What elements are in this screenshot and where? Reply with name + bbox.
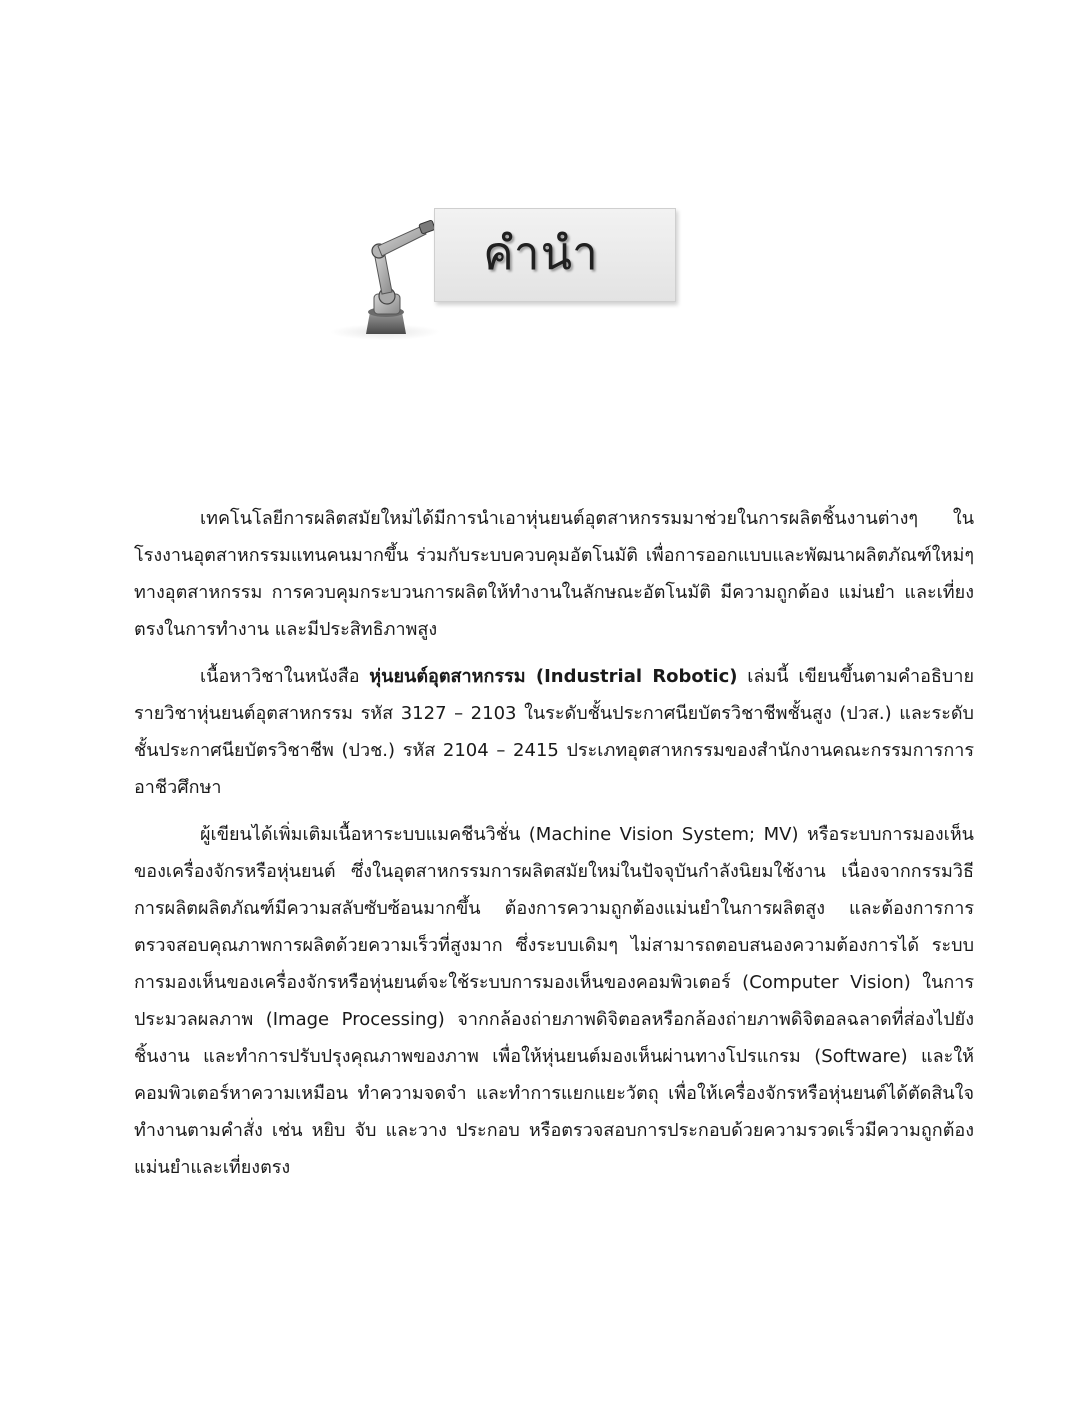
- industrial-robot-arm-icon: [330, 212, 450, 340]
- body-text: [134, 500, 974, 1196]
- header-figure: [330, 208, 676, 340]
- title-box: [434, 208, 676, 302]
- book-title-bold: หุ่นยนต์อุตสาหกรรม (Industrial Robotic): [369, 666, 738, 687]
- paragraph-1: เทคโนโลยีการผลิตสมัยใหม่ได้มีการนำเอาหุ่นยนต์อุตสาหกรรมมาช่วยในการผลิตชิ้นงานต่างๆ ในโรงงานอุตสาหกรรมแทนคนมากขึ้น ร่วมกับระบบควบคุมอัตโนมัติ เพื่อการออกแบบและพัฒนาผลิตภัณฑ์ใหม่ๆ ทางอุตสาหกรรม การควบคุมกระบวนการผลิตให้ทำงานในลักษณะอัตโนมัติ มีความถูกต้อง แม่นยำ และเที่ยงตรงในการทำงาน และมีประสิทธิภาพสูง: [134, 508, 974, 640]
- page-title: คำนำ: [483, 226, 599, 280]
- paragraph-3: ผู้เขียนได้เพิ่มเติมเนื้อหาระบบแมคชีนวิชั่น (Machine Vision System; MV) หรือระบบการมองเห็นของเครื่องจักรหรือหุ่นยนต์ ซึ่งในอุตสาหกรรมการผลิตสมัยใหม่ในปัจจุบันกำลังนิยมใช้งาน เนื่องจากกรรมวิธีการผลิตผลิตภัณฑ์มีความสลับซับซ้อนมากขึ้น ต้องการความถูกต้องแม่นยำในการผลิตสูง และต้องการการตรวจสอบคุณภาพการผลิตด้วยความเร็วที่สูงมาก ซึ่งระบบเดิมๆ ไม่สามารถตอบสนองความต้องการได้ ระบบการมองเห็นของเครื่องจักรหรือหุ่นยนต์จะใช้ระบบการมองเห็นของคอมพิวเตอร์ (Computer Vision) ในการประมวลผลภาพ (Image Processing) จากกล้องถ่ายภาพดิจิตอลหรือกล้องถ่ายภาพดิจิตอลฉลาดที่ส่องไปยังชิ้นงาน และทำการปรับปรุงคุณภาพของภาพ เพื่อให้หุ่นยนต์มองเห็นผ่านทางโปรแกรม (Software) และให้คอมพิวเตอร์หาความเหมือน ทำความจดจำ และทำการแยกแยะวัตถุ เพื่อให้เครื่องจักรหรือหุ่นยนต์ได้ตัดสินใจทำงานตามคำสั่ง เช่น หยิบ จับ และวาง ประกอบ หรือตรวจสอบการประกอบด้วยความรวดเร็วมีความถูกต้องแม่นยำและเที่ยงตรง: [134, 824, 974, 1178]
- paragraph-2-intro: เนื้อหาวิชาในหนังสือ: [200, 666, 370, 687]
- paragraph-2: [134, 658, 974, 806]
- paragraph-2-rest: เล่มนี้ เขียนขึ้นตามคำอธิบายรายวิชาหุ่นยนต์อุตสาหกรรม รหัส 3127 – 2103 ในระดับชั้นประกาศนียบัตรวิชาชีพชั้นสูง (ปวส.) และระดับชั้นประกาศนียบัตรวิชาชีพ (ปวช.) รหัส 2104 – 2415 ประเภทอุตสาหกรรมของสำนักงานคณะกรรมการการอาชีวศึกษา: [134, 666, 974, 798]
